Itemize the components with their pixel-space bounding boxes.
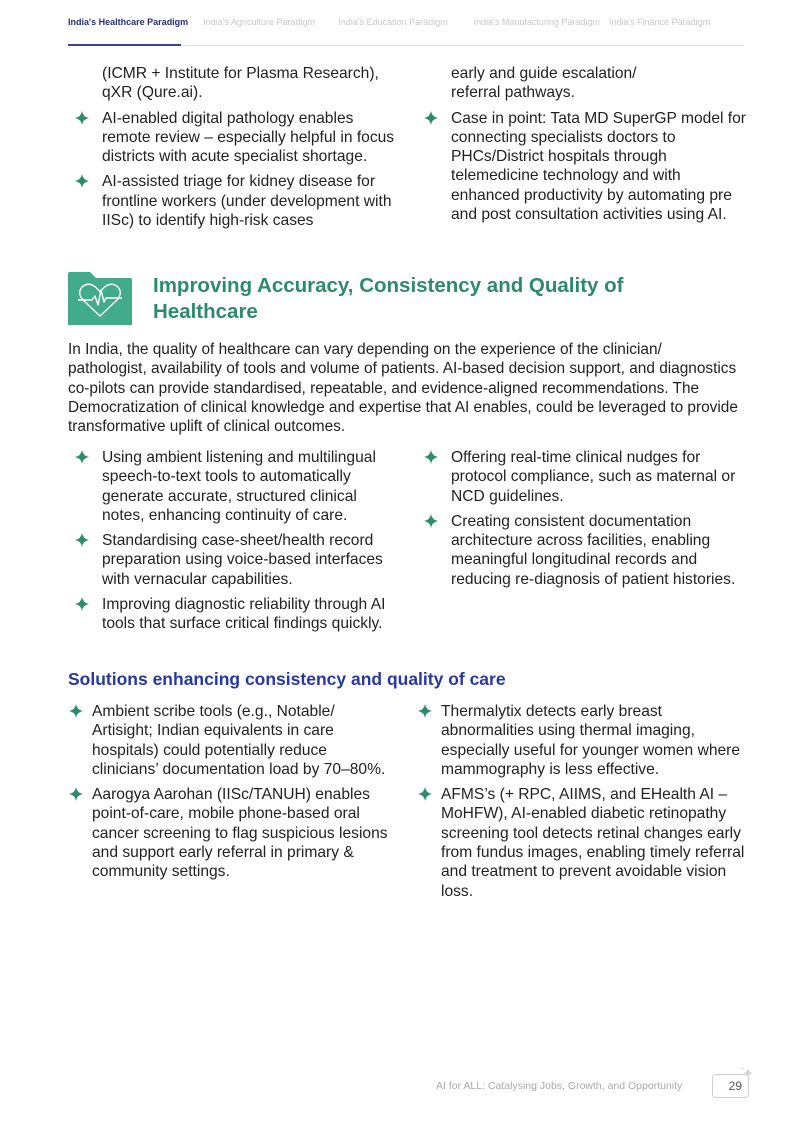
list-item: Case in point: Tata MD SuperGP model for connecting specialists doctors to PHCs/District hospitals through telemedicine technology and with enhanced productivity by automating pre and post consultation activities using AI. [417, 109, 752, 225]
list-item: AI-assisted triage for kidney disease for frontline workers (under development with IISc) to identify high-risk cases [68, 172, 403, 230]
list-item: Aarogya Aarohan (IISc/TANUH) enables point-of-care, mobile phone-based oral cancer screening to flag suspicious lesions and support early referral in primary & community settings. [68, 785, 393, 881]
section-left-column [68, 448, 403, 640]
solutions-title: Solutions enhancing consistency and quality of care [68, 669, 506, 689]
tab-education[interactable]: India's Education Paradigm [338, 17, 448, 27]
section-title: Improving Accuracy, Consistency and Quality of Healthcare [153, 274, 624, 323]
top-left-column [68, 64, 403, 236]
list-item: Ambient scribe tools (e.g., Notable/ Artisight; Indian equivalents in care hospitals) could potentially reduce clinicians’ documentation load by 70–80%. [68, 702, 393, 779]
list-item: Thermalytix detects early breast abnormalities using thermal imaging, especially useful for younger women where mammography is less effective. [417, 702, 752, 779]
sparkle-bullet-icon [74, 110, 90, 126]
heart-pulse-folder-icon [68, 272, 132, 325]
section-intro: In India, the quality of healthcare can vary depending on the experience of the clinician/ pathologist, availability of tools and volume of patients. AI-based decision support, and diagnostics co-pilots can provide standardised, repeatable, and evidence-aligned recommendations. The Democratization of clinical knowledge and expertise that AI enables, could be leveraged to provide transformative uplift of clinical outcomes. [68, 341, 738, 436]
sparkle-bullet-icon [423, 449, 439, 465]
sparkle-bullet-icon [417, 786, 433, 802]
sparkle-bullet-icon [68, 703, 84, 719]
sparkle-bullet-icon [423, 513, 439, 529]
sparkle-bullet-icon [74, 173, 90, 189]
list-item: AI-enabled digital pathology enables remote review – especially helpful in focus districts with acute specialist shortage. [68, 109, 403, 167]
tab-agriculture[interactable]: India's Agriculture Paradigm [203, 17, 315, 27]
sparkle-icon [740, 1066, 754, 1080]
list-item: Offering real-time clinical nudges for protocol compliance, such as maternal or NCD guidelines. [417, 448, 752, 506]
top-right-column [417, 64, 752, 230]
tab-manufacturing[interactable]: India's Manufacturing Paradigm [473, 17, 600, 27]
sparkle-bullet-icon [68, 786, 84, 802]
list-item: Creating consistent documentation architecture across facilities, enabling meaningful longitudinal records and reducing re-diagnosis of patient histories. [417, 512, 752, 589]
tab-healthcare[interactable]: India's Healthcare Paradigm [68, 16, 203, 45]
list-item: Using ambient listening and multilingual speech-to-text tools to automatically generate accurate, structured clinical notes, enhancing continuity of care. [68, 448, 403, 525]
tab-finance[interactable]: India's Finance Paradigm [608, 17, 711, 27]
sparkle-bullet-icon [74, 532, 90, 548]
continued-text: early and guide escalation/ referral pathways. [451, 65, 637, 102]
list-item: AFMS’s (+ RPC, AIIMS, and EHealth AI – MoHFW), AI-enabled diabetic retinopathy screening tool detects retinal changes early from fundus images, enabling timely referral and treatment to prevent avoidable vision loss. [417, 785, 752, 901]
sparkle-bullet-icon [417, 703, 433, 719]
footer-title: AI for ALL: Catalysing Jobs, Growth, and Opportunity [436, 1080, 683, 1092]
section-nav [68, 16, 744, 46]
sparkle-bullet-icon [423, 110, 439, 126]
section-right-column [417, 448, 752, 595]
sparkle-bullet-icon [74, 449, 90, 465]
list-item: Improving diagnostic reliability through AI tools that surface critical findings quickly. [68, 595, 403, 634]
sparkle-bullet-icon [74, 596, 90, 612]
continued-text: (ICMR + Institute for Plasma Research), qXR (Qure.ai). [102, 65, 379, 102]
list-item: Standardising case-sheet/health record preparation using voice-based interfaces with vernacular capabilities. [68, 531, 403, 589]
solutions-right-column [417, 702, 752, 907]
solutions-left-column [68, 702, 393, 888]
page-number: 29 [712, 1074, 749, 1098]
